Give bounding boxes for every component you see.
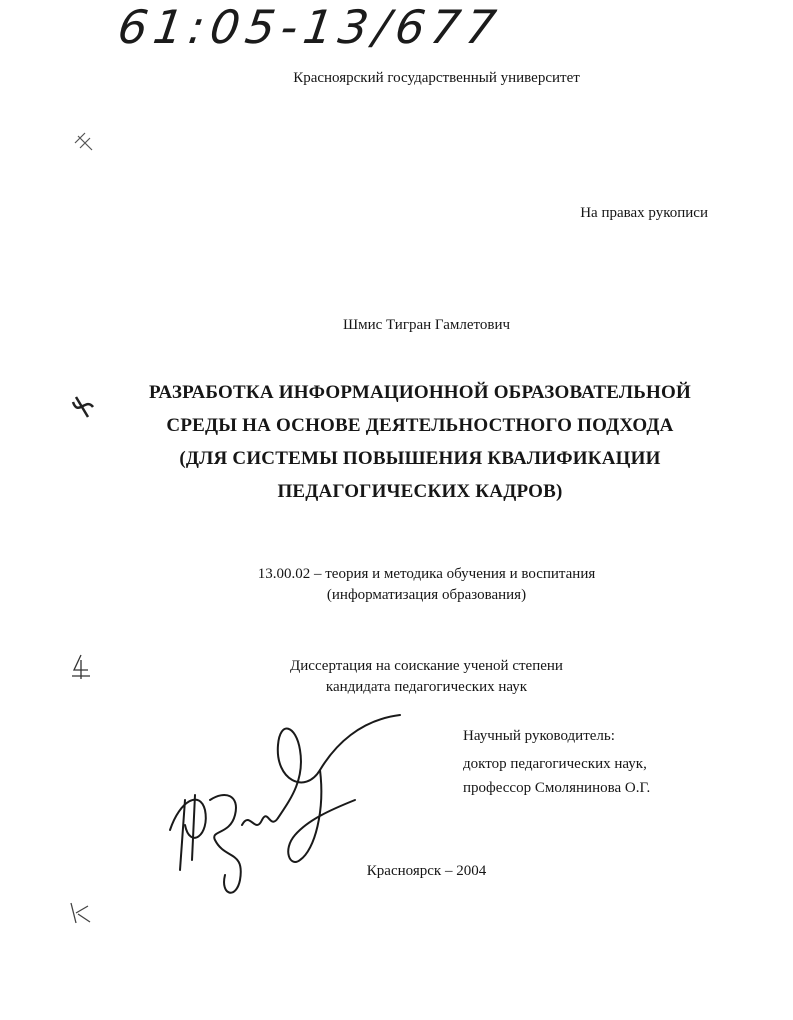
university-name: Красноярский государственный университет [293,70,580,86]
scan-mark-icon [68,392,98,422]
advisor-label: Научный руководитель: [463,728,615,744]
title-line: РАЗРАБОТКА ИНФОРМАЦИОННОЙ ОБРАЗОВАТЕЛЬНОЙ [149,382,691,403]
specialty-subfield: (информатизация образования) [326,587,527,603]
author-name: Шмис Тигран Гамлетович [342,317,511,333]
scan-mark-icon [66,652,96,682]
city-year: Красноярск – 2004 [366,863,487,879]
scan-mark-icon [70,128,100,158]
dissertation-title [120,376,720,508]
degree-statement [30,656,793,698]
advisor-name: профессор Смолянинова О.Г. [463,780,651,796]
degree-line-2: кандидата педагогических наук [325,679,528,695]
signature-image [130,700,430,910]
manuscript-rights-note: На правах рукописи [580,205,708,221]
specialty-block [30,564,793,606]
title-line: ПЕДАГОГИЧЕСКИХ КАДРОВ) [277,481,563,502]
specialty-code: 13.00.02 – теория и методика обучения и воспитания [257,566,596,582]
degree-line-1: Диссертация на соискание ученой степени [290,658,563,674]
scan-mark-icon [66,898,96,928]
advisor-degree: доктор педагогических наук, [463,756,647,772]
handwritten-catalog-code: 61:05-13/677 [114,0,506,54]
title-line: СРЕДЫ НА ОСНОВЕ ДЕЯТЕЛЬНОСТНОГО ПОДХОДА [166,415,674,436]
title-line: (ДЛЯ СИСТЕМЫ ПОВЫШЕНИЯ КВАЛИФИКАЦИИ [179,448,661,469]
advisor-block [463,724,650,800]
